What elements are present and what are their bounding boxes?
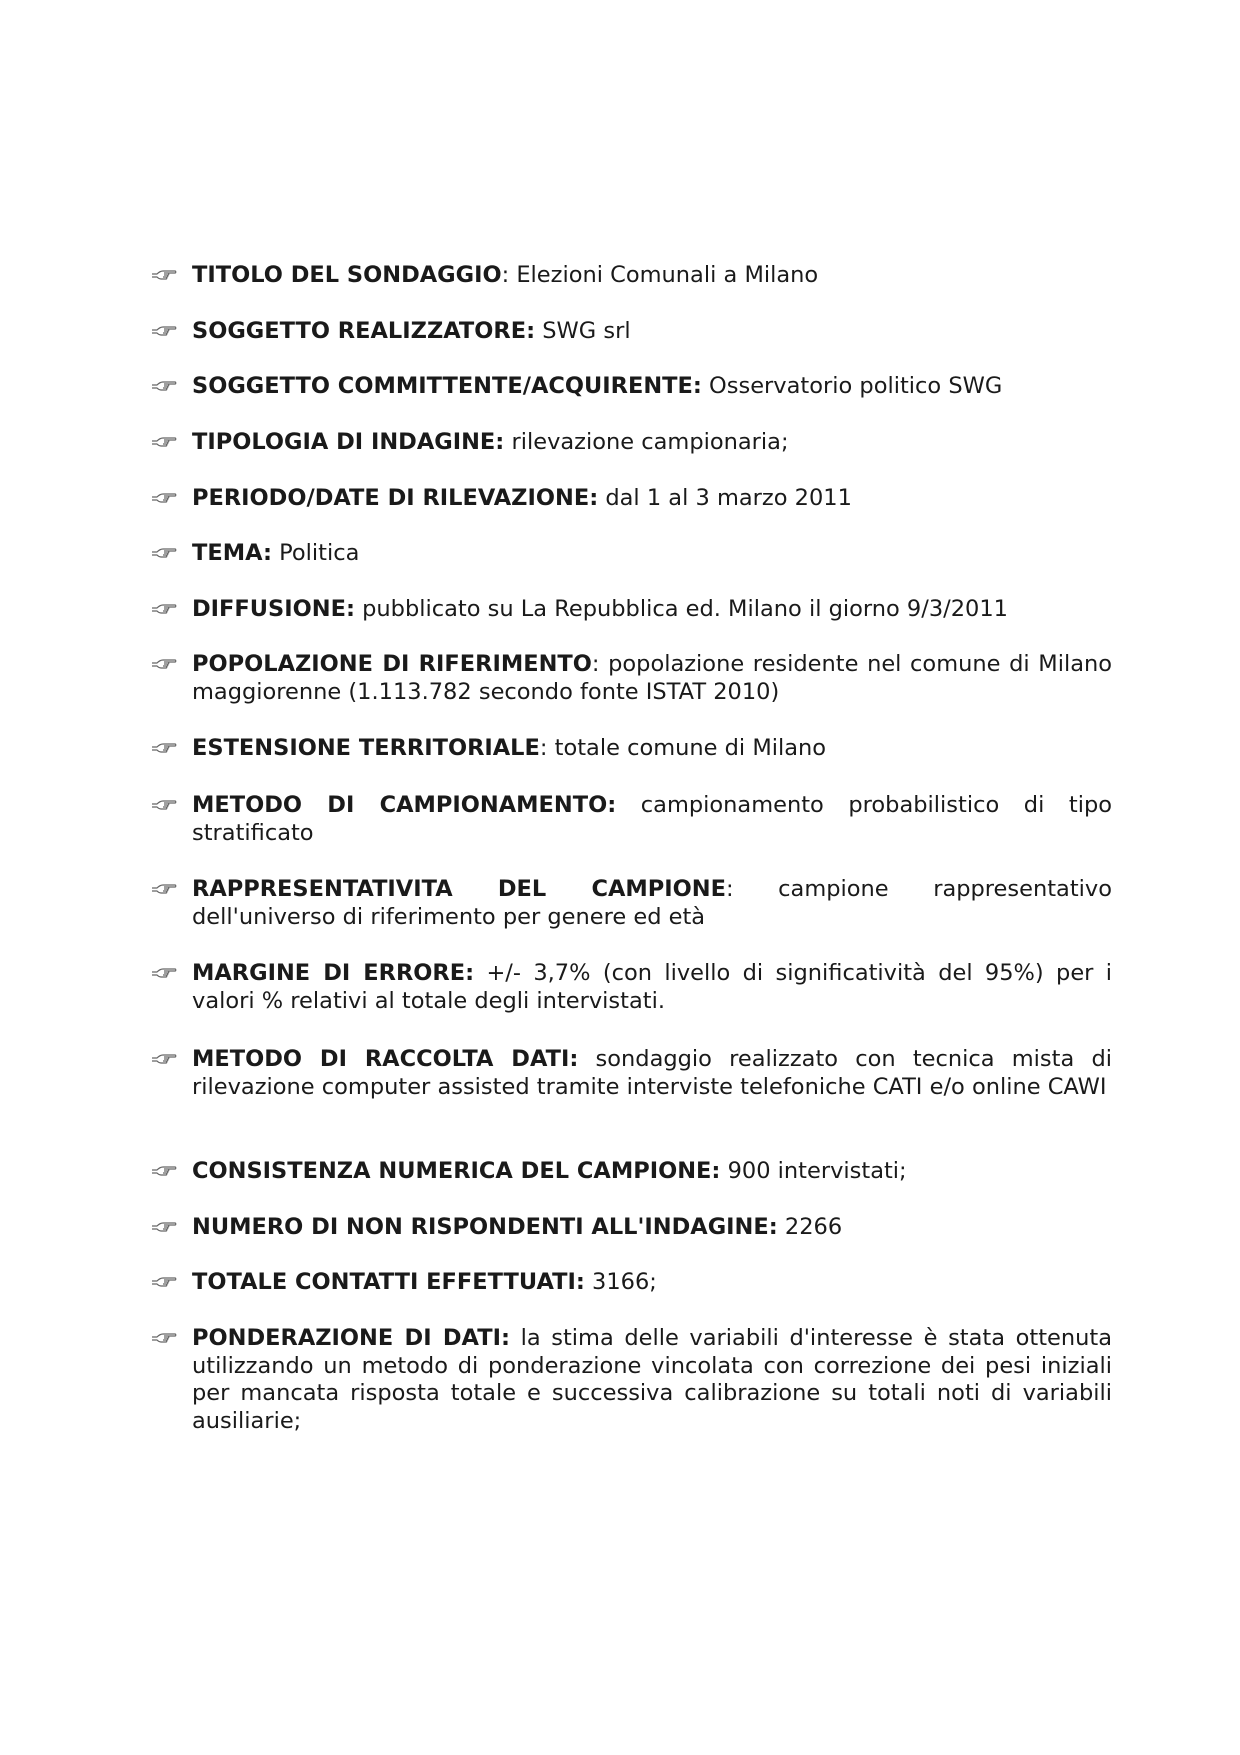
item-text: [192, 876, 1112, 931]
item-separator: [720, 1158, 727, 1184]
item-value: totale comune di Milano: [554, 735, 827, 761]
pointing-hand-icon: [150, 738, 178, 758]
item-value: pubblicato su La Repubblica ed. Milano il giorno 9/3/2011: [362, 596, 1008, 622]
item-text: [192, 540, 1112, 568]
item-separator: [702, 373, 709, 399]
item-separator: [616, 792, 641, 818]
item-label: SOGGETTO REALIZZATORE:: [192, 318, 536, 344]
item-text: [192, 262, 1112, 290]
item-text: [192, 735, 1112, 763]
item-value: Elezioni Comunali a Milano: [516, 262, 819, 288]
item-label: RAPPRESENTATIVITA DEL CAMPIONE: [192, 876, 726, 902]
item-text: [192, 1214, 1112, 1242]
item-separator: :: [539, 735, 555, 761]
item-separator: :: [591, 651, 609, 677]
item-text: [192, 1269, 1112, 1297]
item-value: 900 intervistati;: [727, 1158, 907, 1184]
item-separator: [474, 960, 486, 986]
pointing-hand-icon: [150, 321, 178, 341]
item-label: METODO DI RACCOLTA DATI:: [192, 1046, 579, 1072]
item-value: rilevazione campionaria;: [511, 429, 789, 455]
item-value: la stima delle variabili d'interesse è stata ottenuta utilizzando un metodo di ponderazione vincolata con correzione dei pesi iniziali per mancata risposta totale e successiva calibrazione su totali noti di variabili ausiliarie;: [192, 1325, 1113, 1434]
item-label: TEMA:: [192, 540, 272, 566]
item-value: popolazione residente nel comune di Milano maggiorenne (1.113.782 secondo fonte ISTAT 2010): [192, 651, 1113, 705]
item-separator: :: [726, 876, 779, 902]
item-value: campionamento probabilistico di tipo stratificato: [192, 792, 1113, 846]
item-text: [192, 1158, 1112, 1186]
item-value: +/- 3,7% (con livello di significatività del 95%) per i valori % relativi al totale degli intervistati.: [192, 960, 1112, 1014]
item-text: [192, 651, 1112, 706]
pointing-hand-icon: [150, 432, 178, 452]
item-text: [192, 485, 1112, 513]
item-separator: [778, 1214, 785, 1240]
item-label: CONSISTENZA NUMERICA DEL CAMPIONE:: [192, 1158, 721, 1184]
pointing-hand-icon: [150, 543, 178, 563]
pointing-hand-icon: [150, 963, 178, 983]
pointing-hand-icon: [150, 1161, 178, 1181]
item-value: campione rappresentativo dell'universo di riferimento per genere ed età: [192, 876, 1112, 930]
pointing-hand-icon: [150, 488, 178, 508]
pointing-hand-icon: [150, 654, 178, 674]
item-label: TITOLO DEL SONDAGGIO: [192, 262, 502, 288]
item-value: sondaggio realizzato con tecnica mista di rilevazione computer assisted tramite interviste telefoniche CATI e/o online CAWI: [192, 1046, 1112, 1100]
item-text: [192, 792, 1112, 847]
item-label: NUMERO DI NON RISPONDENTI ALL'INDAGINE:: [192, 1214, 778, 1240]
item-value: 2266: [784, 1214, 843, 1240]
item-label: ESTENSIONE TERRITORIALE: [192, 735, 540, 761]
item-value: 3166;: [592, 1269, 657, 1295]
pointing-hand-icon: [150, 879, 178, 899]
item-separator: [510, 1325, 521, 1351]
pointing-hand-icon: [150, 376, 178, 396]
item-label: TOTALE CONTATTI EFFETTUATI:: [192, 1269, 585, 1295]
item-text: [192, 318, 1112, 346]
item-label: PERIODO/DATE DI RILEVAZIONE:: [192, 485, 599, 511]
pointing-hand-icon: [150, 1217, 178, 1237]
item-text: [192, 1046, 1112, 1101]
item-text: [192, 960, 1112, 1015]
item-text: [192, 429, 1112, 457]
item-label: DIFFUSIONE:: [192, 596, 355, 622]
item-label: TIPOLOGIA DI INDAGINE:: [192, 429, 505, 455]
item-label: MARGINE DI ERRORE:: [192, 960, 475, 986]
pointing-hand-icon: [150, 795, 178, 815]
item-value: SWG srl: [542, 318, 631, 344]
item-label: SOGGETTO COMMITTENTE/ACQUIRENTE:: [192, 373, 702, 399]
item-text: [192, 1325, 1112, 1435]
pointing-hand-icon: [150, 1328, 178, 1348]
item-text: [192, 596, 1112, 624]
pointing-hand-icon: [150, 1272, 178, 1292]
item-value: Politica: [279, 540, 360, 566]
item-separator: :: [501, 262, 517, 288]
item-text: [192, 373, 1112, 401]
item-label: METODO DI CAMPIONAMENTO:: [192, 792, 617, 818]
item-separator: [578, 1046, 595, 1072]
pointing-hand-icon: [150, 599, 178, 619]
item-label: PONDERAZIONE DI DATI:: [192, 1325, 510, 1351]
item-label: POPOLAZIONE DI RIFERIMENTO: [192, 651, 592, 677]
item-value: Osservatorio politico SWG: [709, 373, 1003, 399]
pointing-hand-icon: [150, 1049, 178, 1069]
item-value: dal 1 al 3 marzo 2011: [605, 485, 852, 511]
item-separator: [585, 1269, 592, 1295]
pointing-hand-icon: [150, 265, 178, 285]
